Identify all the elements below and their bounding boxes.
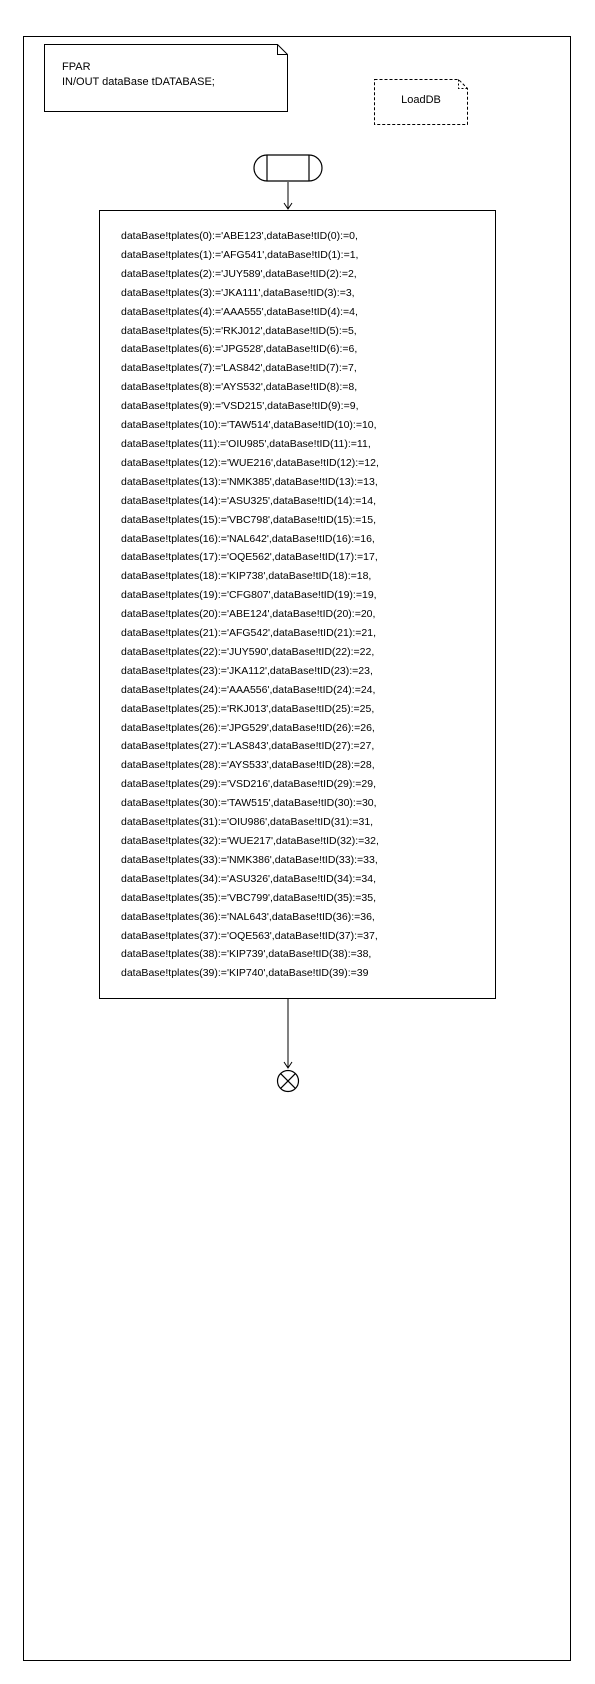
task-line: dataBase!tplates(13):='NMK385',dataBase!tID(13):=13,	[121, 475, 378, 488]
task-line: dataBase!tplates(24):='AAA556',dataBase!tID(24):=24,	[121, 683, 376, 696]
task-line: dataBase!tplates(28):='AYS533',dataBase!tID(28):=28,	[121, 759, 375, 772]
task-line: dataBase!tplates(9):='VSD215',dataBase!tID(9):=9,	[121, 400, 359, 413]
task-line: dataBase!tplates(30):='TAW515',dataBase!tID(30):=30,	[121, 797, 377, 810]
task-line: dataBase!tplates(10):='TAW514',dataBase!tID(10):=10,	[121, 419, 377, 432]
task-line: dataBase!tplates(22):='JUY590',dataBase!tID(22):=22,	[121, 645, 375, 658]
task-line: dataBase!tplates(2):='JUY589',dataBase!tID(2):=2,	[121, 267, 357, 280]
task-line: dataBase!tplates(26):='JPG529',dataBase!tID(26):=26,	[121, 721, 375, 734]
task-assignments	[121, 227, 379, 983]
task-line: dataBase!tplates(29):='VSD216',dataBase!tID(29):=29,	[121, 778, 376, 791]
task-line: dataBase!tplates(20):='ABE124',dataBase!tID(20):=20,	[121, 608, 376, 621]
task-line: dataBase!tplates(25):='RKJ013',dataBase!tID(25):=25,	[121, 702, 375, 715]
task-line: dataBase!tplates(27):='LAS843',dataBase!tID(27):=27,	[121, 740, 375, 753]
task-line: dataBase!tplates(14):='ASU325',dataBase!tID(14):=14,	[121, 494, 376, 507]
task-line: dataBase!tplates(33):='NMK386',dataBase!tID(33):=33,	[121, 853, 378, 866]
task-line: dataBase!tplates(34):='ASU326',dataBase!tID(34):=34,	[121, 872, 376, 885]
task-line: dataBase!tplates(39):='KIP740',dataBase!tID(39):=39	[121, 967, 369, 980]
fpar-keyword: FPAR	[62, 61, 91, 73]
task-line: dataBase!tplates(23):='JKA112',dataBase!tID(23):=23,	[121, 664, 373, 677]
task-line: dataBase!tplates(11):='OIU985',dataBase!tID(11):=11,	[121, 437, 371, 450]
procedure-reference-label: LoadDB	[401, 94, 441, 106]
task-line: dataBase!tplates(0):='ABE123',dataBase!tID(0):=0,	[121, 230, 358, 242]
task-line: dataBase!tplates(6):='JPG528',dataBase!tID(6):=6,	[121, 343, 358, 356]
task-line: dataBase!tplates(32):='WUE217',dataBase!tID(32):=32,	[121, 835, 379, 847]
task-line: dataBase!tplates(1):='AFG541',dataBase!tID(1):=1,	[121, 248, 359, 261]
procedure-stop-symbol[interactable]	[276, 1069, 300, 1093]
task-line: dataBase!tplates(5):='RKJ012',dataBase!tID(5):=5,	[121, 324, 357, 337]
task-line: dataBase!tplates(12):='WUE216',dataBase!tID(12):=12,	[121, 456, 379, 469]
task-line: dataBase!tplates(15):='VBC798',dataBase!tID(15):=15,	[121, 513, 376, 526]
task-line: dataBase!tplates(3):='JKA111',dataBase!tID(3):=3,	[121, 286, 355, 299]
task-line: dataBase!tplates(36):='NAL643',dataBase!tID(36):=36,	[121, 910, 375, 923]
task-line: dataBase!tplates(38):='KIP739',dataBase!tID(38):=38,	[121, 948, 372, 961]
task-line: dataBase!tplates(31):='OIU986',dataBase!tID(31):=31,	[121, 816, 374, 829]
task-line: dataBase!tplates(7):='LAS842',dataBase!tID(7):=7,	[121, 362, 357, 375]
task-line: dataBase!tplates(17):='OQE562',dataBase!tID(17):=17,	[121, 551, 378, 564]
task-line: dataBase!tplates(37):='OQE563',dataBase!tID(37):=37,	[121, 929, 378, 942]
task-line: dataBase!tplates(21):='AFG542',dataBase!tID(21):=21,	[121, 627, 376, 640]
task-line: dataBase!tplates(4):='AAA555',dataBase!tID(4):=4,	[121, 305, 358, 318]
task-line: dataBase!tplates(35):='VBC799',dataBase!tID(35):=35,	[121, 891, 376, 904]
task-line: dataBase!tplates(18):='KIP738',dataBase!tID(18):=18,	[121, 570, 372, 583]
task-line: dataBase!tplates(16):='NAL642',dataBase!tID(16):=16,	[121, 532, 375, 545]
task-symbol[interactable]	[99, 210, 496, 999]
task-line: dataBase!tplates(8):='AYS532',dataBase!tID(8):=8,	[121, 381, 358, 394]
task-line: dataBase!tplates(19):='CFG807',dataBase!tID(19):=19,	[121, 589, 377, 602]
fpar-declaration: IN/OUT dataBase tDATABASE;	[62, 76, 215, 88]
